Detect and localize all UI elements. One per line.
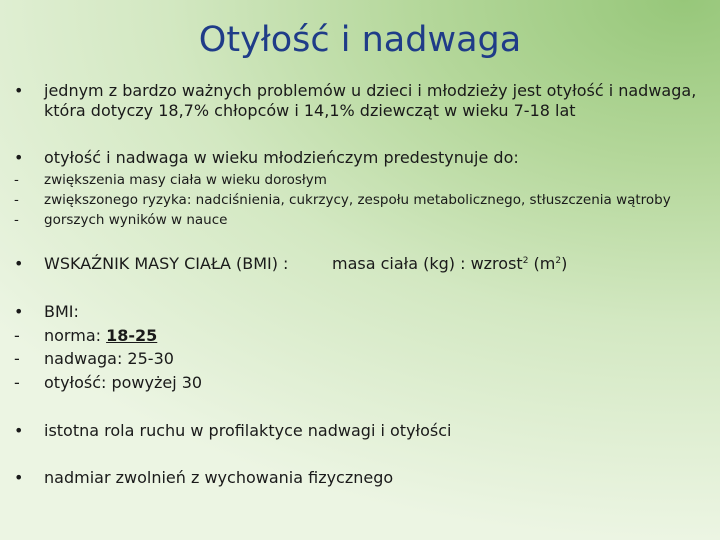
dash-marker: - xyxy=(14,349,20,368)
bmi-formula-prefix: masa ciała (kg) : wzrost xyxy=(332,254,523,273)
predisposes-item-text: gorszych wyników w nauce xyxy=(44,212,228,228)
bmi-norm-label: norma: xyxy=(44,326,107,345)
bullet-marker: • xyxy=(14,468,24,487)
bullet-marker: • xyxy=(14,148,24,167)
dash-marker: - xyxy=(14,192,19,208)
predisposes-heading: otyłość i nadwaga w wieku młodzieńczym predestynuje do: xyxy=(44,148,519,167)
predisposes-item-text: zwiększonego ryzyka: nadciśnienia, cukrzycy, zespołu metabolicznego, stłuszczenia wątroby xyxy=(44,192,671,208)
bmi-heading: BMI: xyxy=(44,302,79,321)
bmi-norm-value: 18-25 xyxy=(106,326,158,345)
bmi-formula-mid: (m xyxy=(528,254,556,273)
bmi-formula-end: ) xyxy=(561,254,568,273)
bullet-marker: • xyxy=(14,302,24,321)
intro-line-1: jednym z bardzo ważnych problemów u dzieci i młodzieży jest otyłość i nadwaga, xyxy=(44,81,697,100)
pe-exemptions-text: nadmiar zwolnień z wychowania fizycznego xyxy=(44,468,394,487)
bmi-formula xyxy=(332,254,567,274)
exercise-text: istotna rola ruchu w profilaktyce nadwagi i otyłości xyxy=(44,421,452,440)
bmi-overweight: nadwaga: 25-30 xyxy=(44,349,174,368)
bmi-norm xyxy=(44,326,157,346)
bmi-obesity: otyłość: powyżej 30 xyxy=(44,373,203,392)
bmi-formula-sup: 2 xyxy=(522,256,529,266)
dash-marker: - xyxy=(14,373,20,392)
bullet-marker: • xyxy=(14,81,24,100)
bullet-marker: • xyxy=(14,421,24,440)
dash-marker: - xyxy=(14,326,20,345)
bmi-formula-sup: 2 xyxy=(555,256,562,266)
predisposes-item-text: zwiększenia masy ciała w wieku dorosłym xyxy=(44,172,327,188)
dash-marker: - xyxy=(14,172,19,188)
dash-marker: - xyxy=(14,212,19,228)
slide-title: Otyłość i nadwaga xyxy=(198,20,522,60)
bullet-marker: • xyxy=(14,254,24,273)
intro-line-2: która dotyczy 18,7% chłopców i 14,1% dziewcząt w wieku 7-18 lat xyxy=(44,101,576,120)
bmi-formula-label: WSKAŹNIK MASY CIAŁA (BMI) : xyxy=(44,254,289,273)
